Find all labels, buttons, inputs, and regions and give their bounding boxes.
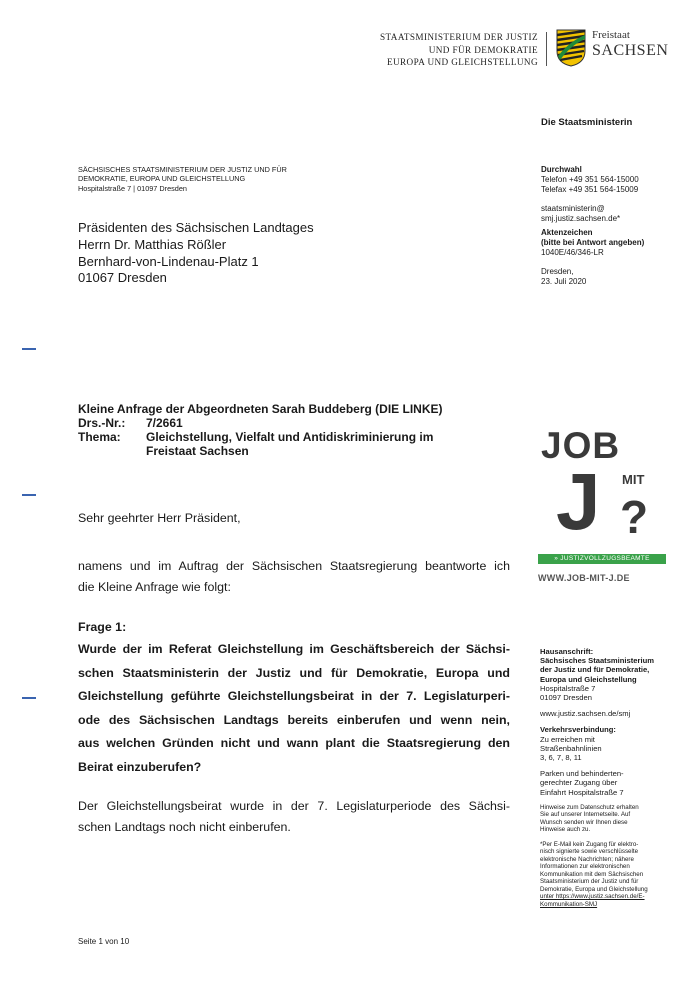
datenschutz-line: Hinweise auch zu.: [540, 826, 591, 834]
job-banner: » JUSTIZVOLLZUGSBEAMTE: [538, 554, 666, 564]
email-note-line: *Per E-Mail kein Zugang für elektro-: [540, 840, 639, 848]
logo-line1: Freistaat: [592, 29, 630, 41]
recipient-line: Bernhard-von-Lindenau-Platz 1: [78, 253, 259, 269]
drs-label: Drs.-Nr.:: [78, 416, 126, 430]
header-divider: [546, 32, 547, 66]
date: 23. Juli 2020: [541, 277, 587, 286]
email-note-line: Kommunikation mit dem Sächsischen: [540, 870, 644, 878]
email-note-line: Informationen zur elektronischen: [540, 863, 630, 871]
hausanschrift-line: der Justiz und für Demokratie,: [540, 665, 650, 675]
ministry-line: EUROPA UND GLEICHSTELLUNG: [386, 57, 538, 67]
subject-block: [78, 402, 443, 458]
question-line: Beirat einzuberufen?: [78, 759, 202, 774]
intro-paragraph: [78, 556, 510, 598]
ministry-line: STAATSMINISTERIUM DER JUSTIZ: [380, 32, 538, 42]
ministry-header: [360, 31, 538, 69]
hausanschrift-line: Hospitalstraße 7: [540, 683, 596, 693]
sender-line: SÄCHSISCHES STAATSMINISTERIUM DER JUSTIZ UND FÜR: [78, 165, 287, 174]
fold-mark: [22, 348, 36, 350]
email-note: [540, 841, 690, 909]
place: Dresden,: [541, 267, 574, 276]
answer-line: Der Gleichstellungsbeirat wurde in der 7. Legislaturperiode des Sächsi-: [78, 799, 510, 813]
question-heading: Frage 1:: [78, 620, 127, 634]
aktenzeichen-value: 1040E/46/346-LR: [541, 248, 604, 257]
recipient-line: Präsidenten des Sächsischen Landtages: [78, 220, 314, 235]
recipient-line: Herrn Dr. Matthias Rößler: [78, 236, 227, 252]
parken-line: Einfahrt Hospitalstraße 7: [540, 787, 624, 797]
question-line: ode des Sächsischen Landtags bereits einberufen und wenn nein,: [78, 712, 510, 727]
e-kommunikation-link[interactable]: unter https://www.justiz.sachsen.de/E-: [540, 893, 645, 901]
verkehr-label: Verkehrsverbindung:: [540, 725, 616, 735]
logo-line2: SACHSEN: [592, 42, 669, 59]
email-note-line: elektronische Nachrichten; nähere: [540, 855, 634, 863]
recipient-line: 01067 Dresden: [78, 270, 167, 286]
ministry-line: UND FÜR DEMOKRATIE: [428, 44, 538, 55]
aktenzeichen-note: (bitte bei Antwort angeben): [541, 238, 645, 247]
hausanschrift-line: Europa und Gleichstellung: [540, 674, 637, 684]
question-text: [78, 638, 510, 779]
drs-value: 7/2661: [146, 416, 183, 430]
hausanschrift-line: 01097 Dresden: [540, 693, 592, 703]
verkehr-line: Zu erreichen mit: [540, 734, 595, 744]
intro-line: namens und im Auftrag der Sächsischen Staatsregierung beantworte ich: [78, 559, 510, 573]
freistaat-sachsen-logo: [592, 29, 682, 60]
thema-label: Thema:: [78, 430, 121, 444]
email-line2: smj.justiz.sachsen.de*: [541, 214, 621, 223]
job-word: JOB: [541, 425, 621, 466]
verkehr-line: 3, 6, 7, 8, 11: [540, 753, 582, 763]
page-number: Seite 1 von 10: [78, 937, 130, 946]
intro-line: die Kleine Anfrage wie folgt:: [78, 580, 231, 594]
datenschutz-line: Wunsch senden wir Ihnen diese: [540, 818, 628, 826]
job-j: J: [556, 457, 601, 546]
contact-block: [541, 165, 691, 287]
answer-paragraph: [78, 796, 510, 838]
email-line1: staatsministerin@: [541, 204, 605, 213]
parken-line: gerechter Zugang über: [540, 778, 618, 788]
job-mit: MIT: [622, 472, 645, 487]
job-url[interactable]: WWW.JOB-MIT-J.DE: [538, 573, 630, 583]
email-note-line: Staatsministerium der Justiz und für: [540, 878, 639, 886]
email-note-line: nisch signierte sowie verschlüsselte: [540, 848, 639, 856]
subject-line: Kleine Anfrage der Abgeordneten Sarah Buddeberg (DIE LINKE): [78, 402, 443, 416]
sender-line: Hospitalstraße 7 | 01097 Dresden: [78, 183, 187, 193]
sidebar-info: [540, 647, 690, 908]
datenschutz-line: Sie auf unserer Internetseite. Auf: [540, 811, 631, 819]
telefon: Telefon +49 351 564-15000: [541, 175, 639, 184]
question-line: Wurde der im Referat Gleichstellung im Geschäftsbereich der Sächsi-: [78, 642, 510, 656]
web-link[interactable]: www.justiz.sachsen.de/smj: [540, 709, 631, 719]
sender-line: DEMOKRATIE, EUROPA UND GLEICHSTELLUNG: [78, 174, 246, 184]
job-question-mark: ?: [620, 491, 649, 543]
hausanschrift-label: Hausanschrift:: [540, 647, 594, 656]
verkehr-line: Straßenbahnlinien: [540, 743, 602, 753]
sender-address: [78, 165, 328, 193]
question-line: aus welchen Gründen nicht und wann plant die Staatsregierung den: [78, 736, 510, 750]
hausanschrift-line: Sächsisches Staatsministerium: [540, 656, 654, 666]
salutation: Sehr geehrter Herr Präsident,: [78, 511, 241, 525]
telefax: Telefax +49 351 564-15009: [541, 185, 639, 194]
recipient-address: [78, 220, 314, 287]
coat-of-arms-icon: [556, 29, 586, 67]
answer-line: schen Landtags noch nicht einberufen.: [78, 820, 291, 834]
durchwahl-label: Durchwahl: [541, 165, 582, 174]
thema-line1: Gleichstellung, Vielfalt und Antidiskriminierung im: [146, 430, 434, 444]
datenschutz-note: [540, 804, 690, 834]
question-line: Gleichstellung geführte Gleichstellungsbeirat in der 7. Legislaturperi-: [78, 689, 510, 703]
datenschutz-line: Hinweise zum Datenschutz erhalten: [540, 803, 639, 811]
parken-line: Parken und behinderten-: [540, 769, 624, 779]
e-kommunikation-link[interactable]: Kommunikation-SMJ: [540, 900, 598, 908]
fold-mark: [22, 494, 36, 496]
thema-line2: Freistaat Sachsen: [146, 444, 249, 458]
email-note-line: Demokratie, Europa und Gleichstellung: [540, 885, 648, 893]
question-line: schen Staatsministerin der Justiz und für Demokratie, Europa und: [78, 665, 510, 680]
minister-title: Die Staatsministerin: [541, 117, 633, 128]
aktenzeichen-label: Aktenzeichen: [541, 228, 593, 237]
fold-mark: [22, 697, 36, 699]
